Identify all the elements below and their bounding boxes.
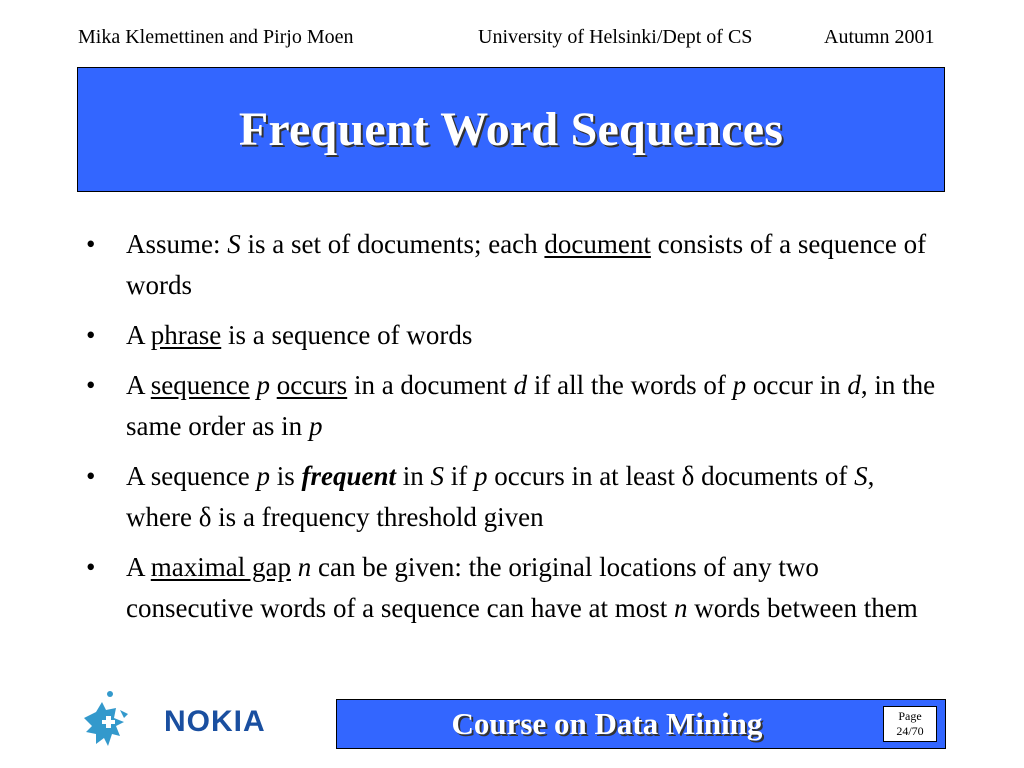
- bullet-text-segment: is: [269, 461, 302, 491]
- bullet-text-segment: document: [544, 229, 651, 259]
- bullet-text-segment: p: [308, 411, 323, 441]
- bullet-text-segment: S: [430, 461, 444, 491]
- bullet-text-segment: occur in: [746, 370, 848, 400]
- bullet-text-segment: n: [297, 552, 312, 582]
- bullet-text-segment: p: [732, 370, 747, 400]
- bullet-text-segment: sequence: [150, 370, 250, 400]
- bullet-item: [86, 315, 946, 356]
- bullet-text-segment: S: [854, 461, 868, 491]
- bullet-text-segment: if: [443, 461, 474, 491]
- bullet-text-segment: S: [227, 229, 241, 259]
- bullet-text-segment: in a document: [347, 370, 514, 400]
- bullet-text-segment: [291, 552, 298, 582]
- bullet-text-segment: is a sequence of words: [221, 320, 473, 350]
- bullet-text-segment: d: [847, 370, 861, 400]
- bullet-dot: •: [86, 370, 96, 400]
- page-number: 24/70: [896, 724, 924, 738]
- bullet-text-segment: , in the same order as in: [126, 370, 936, 441]
- bullet-item: [86, 224, 946, 306]
- bullet-text-segment: , where δ is a frequency threshold given: [126, 461, 875, 532]
- bullet-text-segment: Assume:: [126, 229, 228, 259]
- bullet-text-segment: is a set of documents; each: [240, 229, 545, 259]
- bullet-text-segment: n: [674, 593, 688, 623]
- bullet-text-segment: frequent: [301, 461, 396, 491]
- footer-logos: [76, 688, 316, 752]
- page-label: Page: [898, 709, 922, 723]
- slide-header: [0, 26, 1024, 54]
- bullet-text-segment: A: [126, 370, 151, 400]
- bullet-text-segment: consists of a sequence of words: [126, 229, 927, 300]
- bullet-text-segment: p: [256, 370, 270, 400]
- bullet-text-segment: p: [473, 461, 488, 491]
- bullet-item: [86, 547, 946, 629]
- nokia-logo: NOKIA: [164, 705, 266, 738]
- header-term: Autumn 2001: [824, 26, 935, 48]
- header-authors: Mika Klemettinen and Pirjo Moen: [78, 26, 354, 48]
- bullet-text-segment: in: [395, 461, 431, 491]
- header-university: University of Helsinki/Dept of CS: [478, 26, 753, 48]
- university-logo-icon: [84, 691, 128, 746]
- bullet-dot: •: [86, 461, 96, 491]
- slide-title: Frequent Word Sequences: [238, 103, 784, 156]
- bullet-text-segment: d: [513, 370, 528, 400]
- bullet-dot: •: [86, 320, 96, 350]
- bullet-text-segment: words between them: [687, 593, 918, 623]
- bullet-text-segment: A: [126, 320, 151, 350]
- course-title: Course on Data Mining: [451, 706, 763, 741]
- bullet-dot: •: [86, 552, 96, 582]
- bullet-item: [86, 365, 946, 447]
- footer-banner: [336, 699, 946, 749]
- bullet-text-segment: A sequence: [126, 461, 257, 491]
- bullet-list: [86, 224, 946, 638]
- bullet-text-segment: phrase: [150, 320, 222, 350]
- bullet-text-segment: occurs in at least δ documents of: [487, 461, 855, 491]
- bullet-text-segment: maximal gap: [150, 552, 291, 582]
- bullet-text-segment: if all the words of: [527, 370, 733, 400]
- bullet-item: [86, 456, 946, 538]
- bullet-text-segment: A: [126, 552, 151, 582]
- title-banner: [77, 67, 945, 192]
- bullet-text-segment: [270, 370, 277, 400]
- page-indicator: [883, 706, 937, 742]
- bullet-text-segment: occurs: [276, 370, 348, 400]
- bullet-dot: •: [86, 229, 96, 259]
- bullet-text-segment: p: [256, 461, 270, 491]
- bullet-text-segment: can be given: the original locations of any two consecutive words of a sequence can have at most: [126, 552, 819, 623]
